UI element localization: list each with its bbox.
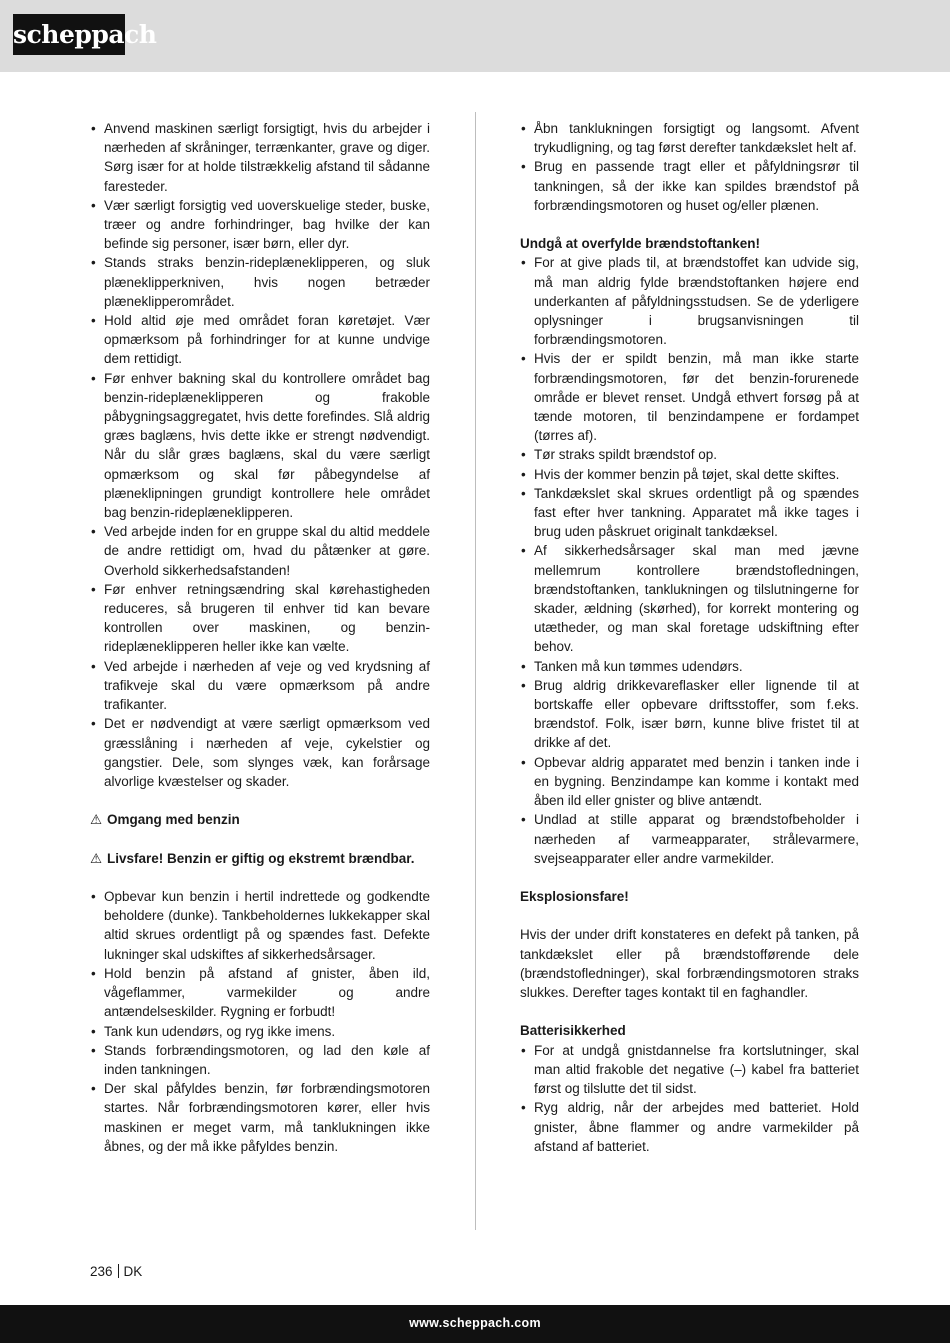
list-item: • Stands forbrændingsmotoren, og lad den køle af inden tankningen. [90,1041,430,1079]
heading-overfylde: Undgå at overfylde brændstoftanken! [520,236,761,252]
safety-list-overfill [520,253,859,868]
list-item: • Opbevar kun benzin i hertil indrettede og godkendte beholdere (dunke). Tankbeholdernes lukkekapper skal altid skrues ordentligt på og spændes fast. Defekte lukninger skal udskiftes af sikkerhedsårsager. [90,887,430,964]
safety-list-benzin [90,887,430,1156]
footer-separator [118,1264,119,1278]
heading-livsfare [90,849,430,868]
list-item: • Det er nødvendigt at være særligt opmærksom ved græsslåning i nærheden af veje, cykelstier og gangstier. Dele, som slynges væk, kan forårsage alvorlige kvæstelser og skader. [90,714,430,791]
list-item: • Hvis der er spildt benzin, må man ikke starte forbrændingsmotoren, før det benzin-forurenede område er blevet renset. Undgå ethvert forsøg på at tænde motoren, til benzindampene er fordampet (tørres af). [520,349,859,445]
list-item: • Undlad at stille apparat og brændstofbeholder i nærheden af varmeapparater, strålevarmere, svejseapparater eller andre varmekilder. [520,810,859,868]
website-url: www.scheppach.com [409,1316,541,1330]
safety-list-battery [520,1041,859,1156]
list-item: • Opbevar aldrig apparatet med benzin i tanken inde i en bygning. Benzindampe kan komme i kontakt med åben ild eller gnister og blive antændt. [520,753,859,811]
list-item: • Vær særligt forsigtig ved uoverskuelige steder, buske, træer og andre forhindringer, bag hvilke der kan befinde sig personer, især børn, eller dyr. [90,196,430,254]
list-item: • Af sikkerhedsårsager skal man med jævne mellemrum kontrollere brændstofledningen, brændstoftanken, tanklukningen og tilslutningerne for skader, ældning (skørhed), for korrekt montering og utætheder, og man skal foretage udskiftning efter behov. [520,541,859,656]
page-footer [90,1264,142,1279]
list-item: • Hold altid øje med området foran køretøjet. Vær opmærksom på forhindringer for at kunne undvige dem rettidigt. [90,311,430,369]
safety-list-driving [90,119,430,791]
list-item: • Stands straks benzin-rideplæneklipperen, og sluk plæneklipperkniven, hvis nogen betræder plæneklipperområdet. [90,253,430,311]
warning-triangle-icon: ⚠ [90,850,103,866]
list-item: • Ved arbejde inden for en gruppe skal du altid meddele de andre rettidigt om, hvad du påtænker at gøre. Overhold sikkerhedsafstanden! [90,522,430,580]
language-code: DK [123,1264,143,1279]
list-item: • Før enhver retningsændring skal kørehastigheden reduceres, så brugeren til enhver tid kan bevare kontrollen over maskinen, og benzin-rideplæneklipperen heller ikke kan vælte. [90,580,430,657]
column-divider [475,112,476,1230]
list-item: • Brug aldrig drikkevareflasker eller lignende til at bortskaffe eller opbevare driftsstoffer, som f.eks. brændstof. Folk, især børn, kunne blive fristet til at drikke af det. [520,676,859,753]
right-column [520,119,859,1156]
list-item: • Tanken må kun tømmes udendørs. [520,657,859,676]
heading-batterisikkerhed: Batterisikkerhed [520,1023,626,1039]
list-item: • Ved arbejde i nærheden af veje og ved krydsning af trafikveje skal du være opmærksom på andre trafikanter. [90,657,430,715]
page-number: 236 [90,1264,113,1279]
scheppach-logo: scheppach [13,14,125,55]
bottom-bar [0,1305,950,1343]
list-item: • Åbn tanklukningen forsigtigt og langsomt. Afvent trykudligning, og tag først derefter tankdækslet helt af. [520,119,859,157]
heading-eksplosionsfare: Eksplosionsfare! [520,889,629,905]
list-item: • Der skal påfyldes benzin, før forbrændingsmotoren startes. Når forbrændingsmotoren kører, eller hvis maskinen er meget varm, må tanklukningen ikke åbnes, og der må ikke påfyldes benzin. [90,1079,430,1156]
list-item: • Tankdækslet skal skrues ordentligt på og spændes fast efter hver tankning. Apparatet må ikke tages i brug uden påskruet originalt tankdæksel. [520,484,859,542]
list-item: • For at give plads til, at brændstoffet kan udvide sig, må man aldrig fylde brændstoftanken højere end underkanten af påfyldningsstudsen. Se de yderligere oplysninger i brugsanvisningen til forbrændingsmotoren. [520,253,859,349]
heading-omgang-med-benzin [90,810,430,829]
header-bar [0,0,950,72]
warning-triangle-icon: ⚠ [90,812,103,828]
heading-text: Omgang med benzin [107,812,240,828]
list-item: • For at undgå gnistdannelse fra kortslutninger, skal man altid frakoble det negative (–) kabel fra batteriet først og tilslutte det til sidst. [520,1041,859,1099]
safety-list-tank [520,119,859,215]
list-item: • Tør straks spildt brændstof op. [520,445,859,464]
list-item: • Hold benzin på afstand af gnister, åben ild, vågeflammer, varmekilder og andre antændelseskilder. Rygning er forbudt! [90,964,430,1022]
heading-text: Livsfare! Benzin er giftig og ekstremt brændbar. [107,850,415,866]
list-item: • Ryg aldrig, når der arbejdes med batteriet. Hold gnister, åbne flammer og andre varmekilder på afstand af batteriet. [520,1098,859,1156]
list-item: • Brug en passende tragt eller et påfyldningsrør til tankningen, så der ikke kan spildes brændstof på forbrændingsmotoren og huset og/eller plænen. [520,157,859,215]
list-item: • Anvend maskinen særligt forsigtigt, hvis du arbejder i nærheden af skråninger, terrænkanter, grave og diger. Sørg især for at holde tilstrækkelig afstand til sådanne faresteder. [90,119,430,196]
paragraph-eksplosionsfare: Hvis der under drift konstateres en defekt på tanken, på tankdækslet eller på brændstofførende dele (brændstofledninger), skal forbrændingsmotoren straks slukkes. Derefter tages kontakt til en faghandler. [520,927,859,1001]
list-item: • Hvis der kommer benzin på tøjet, skal dette skiftes. [520,465,859,484]
list-item: • Før enhver bakning skal du kontrollere området bag benzin-rideplæneklipperen og frakoble påbygningsaggregatet, hvis dette forefindes. Slå aldrig græs baglæns, hvis dette ikke er strengt nødvendigt. Når du slår græs baglæns, skal du være særligt opmærksom og skal før påbegyndelse af plæneklipningen grundigt kontrollere hele området bag benzin-rideplæneklipperen. [90,369,430,523]
left-column [90,119,430,1156]
list-item: • Tank kun udendørs, og ryg ikke imens. [90,1022,430,1041]
